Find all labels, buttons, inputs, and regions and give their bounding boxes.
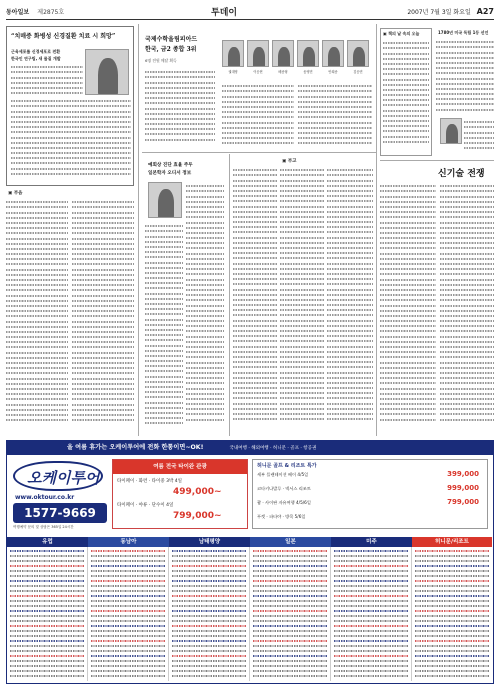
math-olympiad-subhead: 한국, 금2 종합 3위 — [145, 46, 197, 53]
masthead-left — [6, 7, 64, 16]
math-olympiad-headline: 국제수학올림피아드 — [145, 36, 198, 43]
oktour-logo — [13, 461, 103, 491]
promo-r-row-2 — [257, 486, 485, 492]
obit-text-1 — [6, 198, 68, 434]
ad-col-head-pacific: 남태평양 — [169, 537, 250, 547]
right-feature-headline: 신기술 전쟁 — [438, 169, 485, 179]
center-hrule — [142, 152, 376, 153]
masthead — [6, 4, 494, 18]
promo-r-row-1-text: 세부 플랜테이션 베이 4/5일 — [257, 472, 309, 477]
right-portrait-text — [464, 118, 494, 158]
ad-banner-text: 올 여름 휴가는 오케이투어에 전화 한통이면~OK! — [67, 444, 204, 451]
column-sub1: 근육세포를 신경세포로 전환 — [11, 49, 61, 54]
person-figure — [98, 58, 118, 95]
col-divider-2 — [229, 154, 230, 436]
ad-col-sea — [88, 547, 169, 681]
column-box — [6, 26, 134, 186]
student-photo-1 — [222, 40, 244, 67]
students-caption: 6명 전원 메달 획득 — [145, 58, 177, 63]
promo-r-row-3 — [257, 500, 485, 506]
column-photo — [85, 49, 129, 95]
right-col-heading: 1780년 미국 독립 1등 선언 — [438, 30, 489, 35]
promo-r-row-4 — [257, 514, 485, 520]
issue-number: 제2875호 — [37, 9, 65, 16]
masthead-right — [407, 7, 494, 16]
student-name-6: 김승민 — [353, 70, 363, 74]
ad-col-pacific — [169, 547, 250, 681]
right-col-text — [436, 38, 494, 118]
right-box — [380, 28, 432, 156]
notice-text-2 — [280, 166, 324, 436]
column-text-b — [11, 97, 131, 183]
ad-col-americas — [331, 547, 412, 681]
student-photos — [222, 40, 372, 78]
column-sub2: 한국인 연구팀, 새 물질 개발 — [11, 56, 61, 61]
ad-banner-sub: 국내여행 · 해외여행 · 허니문 · 골프 · 항공권 — [229, 446, 317, 451]
section-title: 투데이 — [211, 8, 238, 18]
student-name-1: 권대영 — [228, 70, 238, 74]
promo-r-price-3: 799,000 — [447, 498, 479, 506]
student-name-5: 안희준 — [328, 70, 338, 74]
ad-col-head-americas: 미주 — [331, 537, 412, 547]
right-text-2 — [440, 182, 494, 436]
ad-phone-sub: 여행예약 문의 및 상담은 365일 24시간 — [13, 525, 74, 529]
feature-headline: 예회상 진단 효율 주두 — [148, 163, 193, 168]
promo-r-row-1 — [257, 472, 485, 478]
feature-text-b — [145, 222, 183, 436]
olympiad-text — [145, 68, 215, 148]
column-headline: “치매증 화병성 신경질환 치료 시 희망” — [11, 33, 116, 40]
notice-text-1 — [233, 166, 277, 436]
ad-banner — [7, 441, 493, 455]
ad-col-europe — [7, 547, 88, 681]
promo-r-price-1: 399,000 — [447, 470, 479, 478]
ad-col-head-europe: 유럽 — [7, 537, 88, 547]
promo-honeymoon — [252, 459, 488, 529]
promo-line-1: 타이페이 · 화련 · 타이중 3박 4일 — [117, 479, 182, 484]
student-name-2: 이승현 — [253, 70, 263, 74]
promo-r-row-2-text: 코타키나발루 · 넥서스 리조트 — [257, 486, 311, 491]
ad-col-honeymoon — [412, 547, 492, 681]
feature-subhead: 일본학자 오디서 정보 — [148, 171, 192, 176]
paper-name: 동아일보 — [6, 9, 30, 16]
ad-url[interactable]: www.oktour.co.kr — [15, 494, 75, 501]
right-portrait — [440, 118, 462, 144]
student-photo-5 — [322, 40, 344, 67]
feature-text-a — [186, 182, 224, 436]
ad-col-head-japan: 일본 — [250, 537, 331, 547]
student-name-4: 송영민 — [303, 70, 313, 74]
student-photo-6 — [347, 40, 369, 67]
promo-price-1: 499,000~ — [173, 487, 222, 497]
masthead-rule — [6, 19, 494, 20]
promo-line-2: 타이페이 · 야류 · 단수이 4일 — [117, 503, 174, 508]
promo-price-2: 799,000~ — [173, 511, 222, 521]
student-name-3: 배준형 — [278, 70, 288, 74]
student-photo-3 — [272, 40, 294, 67]
olympiad-text-2 — [222, 82, 294, 148]
right-hrule — [380, 160, 494, 161]
travel-advertisement — [6, 440, 494, 684]
ad-col-head-sea: 동남아 — [88, 537, 169, 547]
obit-text-2 — [72, 198, 134, 434]
promo-r-row-3-text: 괌 · 사이판 자유여행 4/5/6일 — [257, 500, 311, 505]
student-photo-4 — [297, 40, 319, 67]
page-number: A27 — [476, 7, 494, 16]
logo-text: 오케이투어 — [27, 469, 100, 487]
promo-r-price-2: 999,000 — [447, 484, 479, 492]
right-box-text — [383, 39, 429, 155]
promo-r-row-4-text: 푸켓 · 파타야 · 방콕 5/6일 — [257, 514, 306, 519]
olympiad-text-3 — [298, 82, 372, 148]
col-divider-1 — [138, 24, 139, 436]
date: 2007년 7월 3일 화요일 — [407, 9, 471, 16]
obit-heading: ▣ 부음 — [8, 191, 23, 196]
col-divider-3 — [376, 24, 377, 436]
right-text-1 — [380, 182, 436, 436]
promo-taiwan — [112, 459, 248, 529]
feature-photo — [148, 182, 182, 218]
student-photo-2 — [247, 40, 269, 67]
ad-col-head-honeymoon: 허니문/리조트 — [412, 537, 492, 547]
promo-r-title: 허니문 골프 & 리조트 특가 — [257, 463, 317, 469]
right-box-heading: ▣ 책의 날 속의 오늘 — [383, 31, 420, 36]
notice-text-3 — [327, 166, 373, 436]
ad-col-japan — [250, 547, 331, 681]
ad-phone[interactable]: 1577-9669 — [13, 503, 107, 523]
notice-heading: ▣ 부고 — [282, 159, 297, 164]
column-text-a — [11, 63, 83, 97]
promo-title: 여름 전국 타이완 관광 — [113, 460, 247, 474]
